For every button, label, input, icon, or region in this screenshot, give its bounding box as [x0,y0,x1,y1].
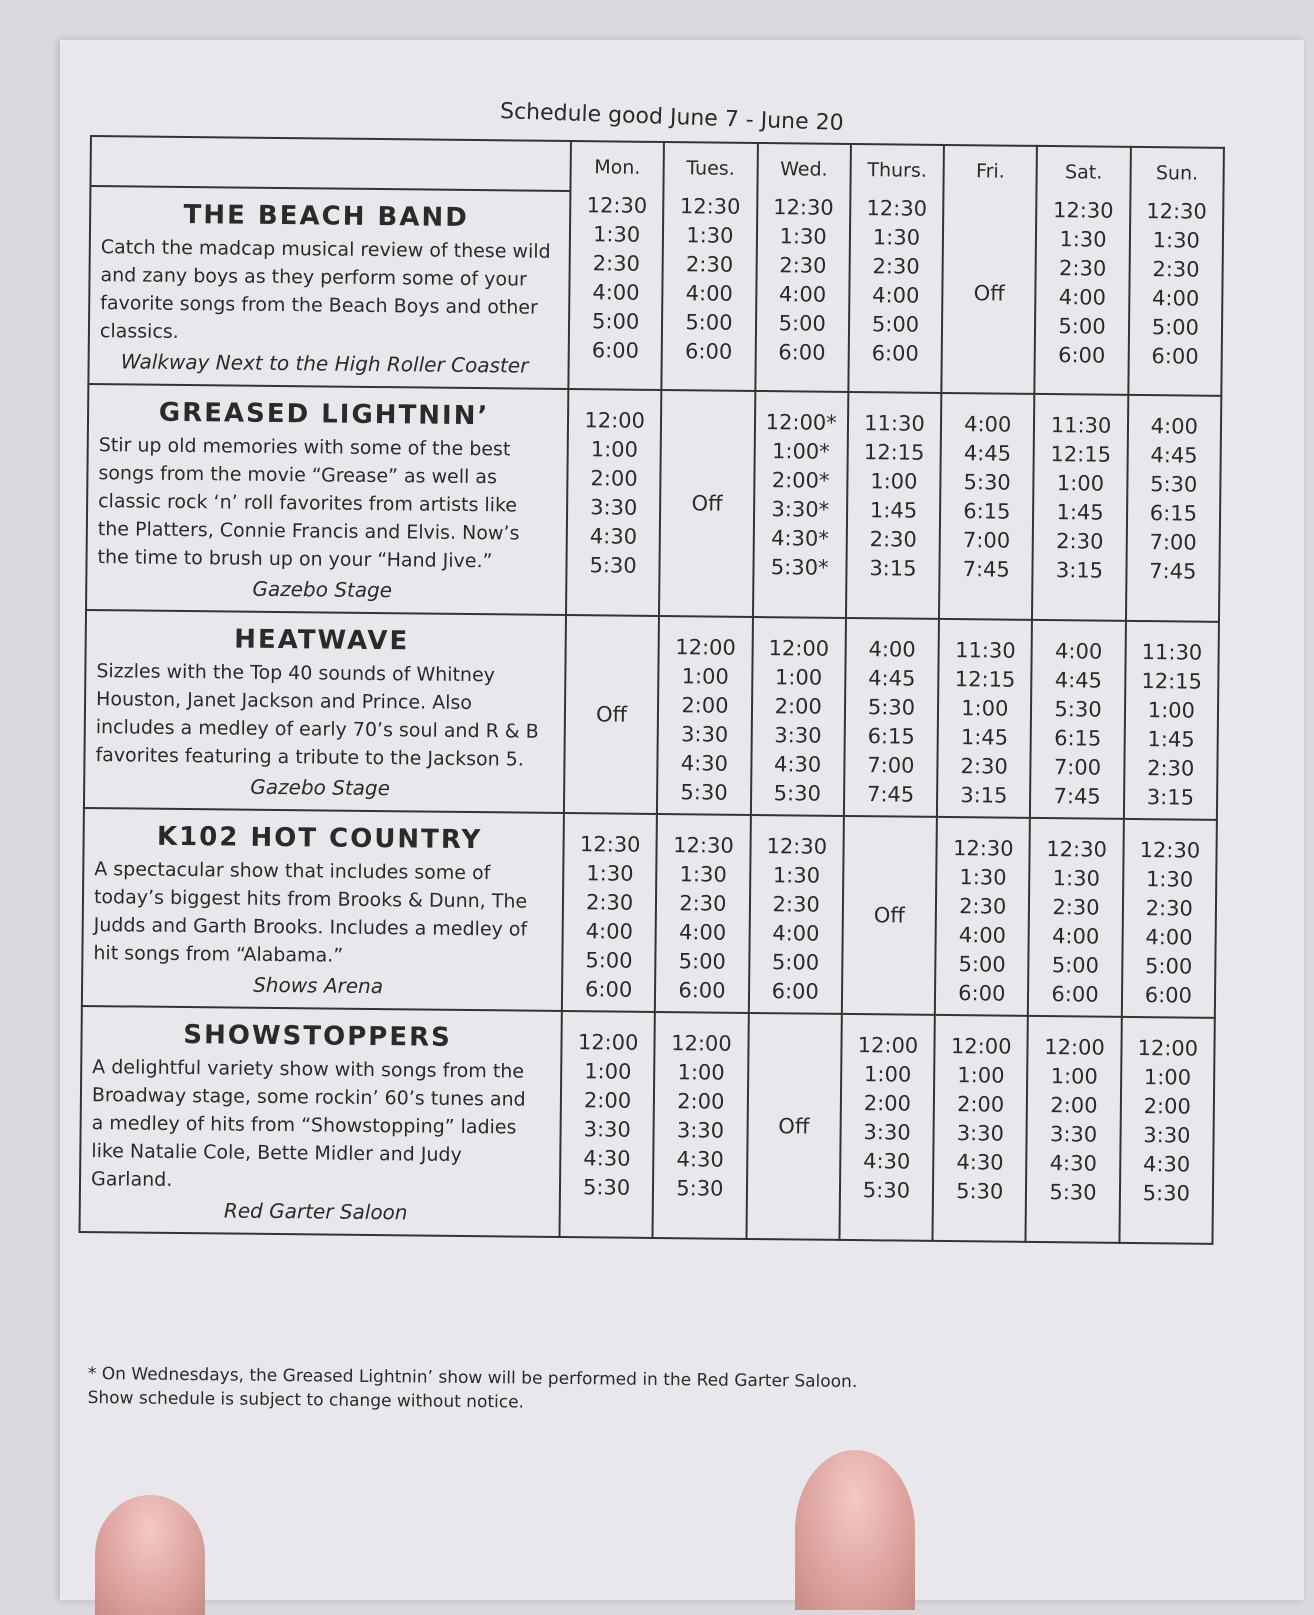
show-location: Red Garter Saloon [223,1198,408,1225]
showtimes-cell: 12:30 1:30 2:30 4:00 5:00 6:00 [1028,818,1123,1017]
showtimes-cell: 4:00 4:45 5:30 6:15 7:00 7:45 [844,618,939,817]
show-info [88,186,570,389]
thumb-left [95,1495,205,1615]
day-header: Tues. [664,142,758,193]
showtimes-cell: 11:30 12:15 1:00 1:45 2:30 3:15 [1032,394,1128,621]
showtimes-cell: Off [746,1013,842,1240]
show-location: Walkway Next to the High Roller Coaster [120,349,529,378]
showtimes-cell: Off [842,816,937,1015]
showtimes-cell: Off [659,390,755,617]
showtimes-cell: 12:00 1:00 2:00 3:30 4:30 5:30 [653,1012,749,1239]
showtimes-cell: 12:00 1:00 2:00 3:30 4:30 5:30 [566,389,662,616]
showtimes-cell: 11:30 12:15 1:00 1:45 2:30 3:15 [846,392,942,619]
showtimes-cell: Off [941,195,1036,394]
footnote-wednesday: * On Wednesdays, the Greased Lightnin’ show will be performed in the Red Garter Saloon. [87,1363,858,1393]
show-name: SHOWSTOPPERS [183,1020,452,1053]
day-header: Mon. [570,141,664,192]
showtimes-cell: 4:00 4:45 5:30 6:15 7:00 7:45 [939,393,1035,620]
show-row [82,808,1217,1018]
showtimes-cell: 12:30 1:30 2:30 4:00 5:00 6:00 [748,815,843,1014]
show-info [80,1006,562,1237]
show-location: Gazebo Stage [252,576,393,603]
show-description: Sizzles with the Top 40 sounds of Whitney Houston, Janet Jackson and Prince. Also includes a medley of early 70’s soul and R & B favorites featuring a tribute to the Jackson 5. [95,660,539,771]
showtimes-cell: 12:00 1:00 2:00 3:30 4:30 5:30 [559,1011,655,1238]
day-header: Sat. [1037,146,1131,197]
showtimes-cell: 12:00 1:00 2:00 3:30 4:30 5:30 [933,1015,1029,1242]
showtimes-cell: 12:30 1:30 2:30 4:00 5:00 6:00 [1035,196,1130,395]
showtimes-cell: 12:00 1:00 2:00 3:30 4:30 5:30 [1026,1016,1122,1243]
schedule-table [79,135,1225,1245]
show-name: GREASED LIGHTNIN’ [158,397,490,432]
showtimes-cell: Off [564,615,659,814]
footnotes [87,1362,857,1418]
show-name: K102 HOT COUNTRY [156,821,483,856]
show-location: Shows Arena [253,972,384,999]
footnote-disclaimer: Show schedule is subject to change without notice. [87,1387,525,1413]
show-info [82,808,564,1011]
showtimes-cell: 12:30 1:30 2:30 4:00 5:00 6:00 [935,817,1030,1016]
showtimes-cell: 12:00 1:00 2:00 3:30 4:30 5:30 [750,617,845,816]
showtimes-cell: 12:00 1:00 2:00 3:30 4:30 5:30 [1119,1017,1215,1244]
showtimes-cell: 12:30 1:30 2:30 4:00 5:00 6:00 [1128,197,1223,396]
show-description: Stir up old memories with some of the best songs from the movie “Grease” as well as classic rock ‘n’ roll favorites from artists like the Platters, Connie Francis and Elvis. Now’s the time to brush up on your “Hand Jive.” [97,434,520,573]
show-description: A delightful variety show with songs from the Broadway stage, some rockin’ 60’s tunes and a medley of hits from “Showstopping” ladies like Natalie Cole, Bette Midler and Judy Garland. [90,1056,526,1191]
showtimes-cell: 12:30 1:30 2:30 4:00 5:00 6:00 [755,193,850,392]
thumb-right [795,1450,915,1610]
header-blank [90,136,570,191]
showtimes-cell: 12:00 1:00 2:00 3:30 4:30 5:30 [657,616,752,815]
show-info [86,384,568,615]
show-name: HEATWAVE [234,624,410,657]
show-row [84,610,1219,820]
show-info [84,610,566,813]
day-header: Wed. [757,143,851,194]
show-description: Catch the madcap musical review of these wild and zany boys as they perform some of your favorite songs from the Beach Boys and other classics. [99,236,551,343]
showtimes-cell: 12:00* 1:00* 2:00* 3:30* 4:30* 5:30* [753,391,849,618]
day-header: Sun. [1130,147,1224,198]
day-header: Thurs. [850,144,944,195]
day-header: Fri. [944,145,1038,196]
show-description: A spectacular show that includes some of today’s biggest hits from Brooks & Dunn, The Judds and Garth Brooks. Includes a medley of hit songs from “Alabama.” [93,858,528,967]
show-row [80,1006,1215,1244]
show-row [86,384,1221,622]
showtimes-cell: 12:30 1:30 2:30 4:00 5:00 6:00 [568,191,663,390]
showtimes-cell: 4:00 4:45 5:30 6:15 7:00 7:45 [1030,620,1125,819]
showtimes-cell: 11:30 12:15 1:00 1:45 2:30 3:15 [937,619,1032,818]
showtimes-cell: 12:30 1:30 2:30 4:00 5:00 6:00 [662,192,757,391]
showtimes-cell: 12:30 1:30 2:30 4:00 5:00 6:00 [848,194,943,393]
show-location: Gazebo Stage [250,774,391,801]
schedule-title: Schedule good June 7 - June 20 [499,99,844,136]
showtimes-cell: 4:00 4:45 5:30 6:15 7:00 7:45 [1126,395,1222,622]
showtimes-cell: 11:30 12:15 1:00 1:45 2:30 3:15 [1124,621,1219,820]
showtimes-cell: 12:00 1:00 2:00 3:30 4:30 5:30 [839,1014,935,1241]
showtimes-cell: 12:30 1:30 2:30 4:00 5:00 6:00 [562,813,657,1012]
show-name: THE BEACH BAND [183,199,469,233]
show-row [88,186,1223,396]
showtimes-cell: 12:30 1:30 2:30 4:00 5:00 6:00 [1122,819,1217,1018]
showtimes-cell: 12:30 1:30 2:30 4:00 5:00 6:00 [655,814,750,1013]
